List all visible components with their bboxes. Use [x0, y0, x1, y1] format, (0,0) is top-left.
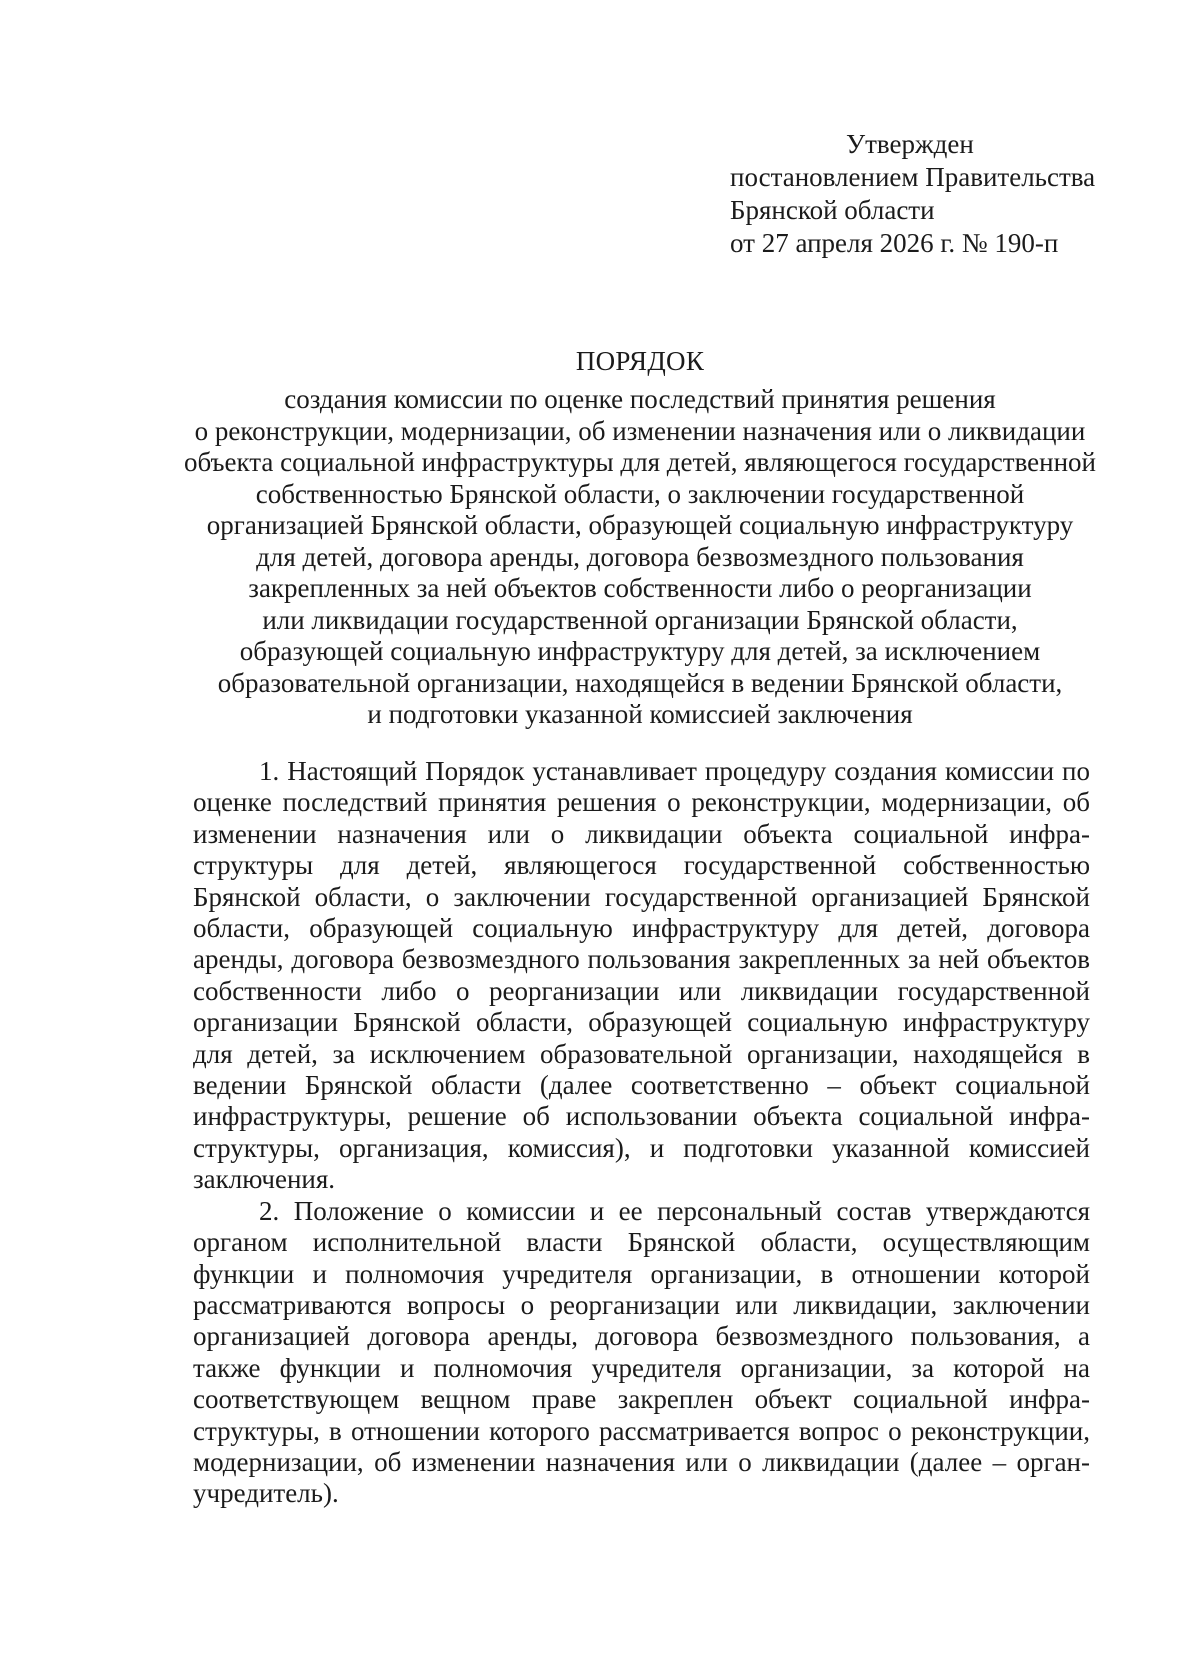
subtitle-line: образующей социальную инфраструктуру для детей, за исключением: [239, 636, 1041, 666]
subtitle-line: организацией Брянской области, образующей социальную инфраструктуру: [206, 510, 1074, 540]
subtitle-line: закрепленных за ней объектов собственности либо о реорганизации: [248, 573, 1032, 603]
paragraph-1: 1. Настоящий Порядок устанавливает процедуру создания комиссии по оценке последствий принятия решения о реконструкции, модернизации, об изменении назначения или о ликвидации объекта социальной инфра-структуры для детей, являющегося государственной собственностью Брянской области, о заключении государственной организацией Брянской области, образующей социальную инфраструктуру для детей, договора аренды, договора безвозмездного пользования закрепленных за ней объектов собственности либо о реорганизации или ликвидации государственной организации Брянской области, образующей социальную инфраструктуру для детей, за исключением образовательной организации, находящейся в ведении Брянской области (далее соответственно – объект социальной инфраструктуры, решение об использовании объекта социальной инфра-структуры, организация, комиссия), и подготовки указанной комиссией заключения.: [193, 756, 1090, 1195]
subtitle-line: образовательной организации, находящейся в ведении Брянской области,: [217, 667, 1063, 698]
subtitle-line: и подготовки указанной комиссией заключения: [367, 699, 913, 729]
subtitle-line: объекта социальной инфраструктуры для детей, являющегося государственной: [183, 447, 1097, 477]
subtitle-line: создания комиссии по оценке последствий принятия решения: [284, 384, 996, 414]
approval-stamp: [730, 128, 1170, 260]
approval-line-region: Брянской области: [730, 195, 935, 225]
document-body: [193, 756, 1090, 1510]
subtitle-line: о реконструкции, модернизации, об изменении назначения или о ликвидации: [194, 415, 1086, 446]
subtitle-line: для детей, договора аренды, договора безвозмездного пользования: [256, 541, 1024, 572]
approval-line-approved: Утвержден: [846, 129, 974, 159]
document-title: ПОРЯДОК: [575, 346, 705, 376]
subtitle-line: или ликвидации государственной организации Брянской области,: [262, 604, 1018, 635]
approval-line-resolution: постановлением Правительства: [730, 162, 1096, 192]
paragraph-2: 2. Положение о комиссии и ее персональный состав утверждаются органом исполнительной власти Брянской области, осуществляющим функции и полномочия учредителя организации, в отношении которой рассматриваются вопросы о реорганизации или ликвидации, заключении организацией договора аренды, договора безвозмездного пользования, а также функции и полномочия учредителя организации, за которой на соответствующем вещном праве закреплен объект социальной инфра-структуры, в отношении которого рассматривается вопрос о реконструкции, модернизации, об изменении назначения или о ликвидации (далее – орган-учредитель).: [193, 1195, 1090, 1509]
subtitle-line: собственностью Брянской области, о заключении государственной: [255, 478, 1025, 509]
document-subtitle: [175, 384, 1105, 731]
approval-line-date-number: от 27 апреля 2026 г. № 190-п: [730, 228, 1059, 258]
